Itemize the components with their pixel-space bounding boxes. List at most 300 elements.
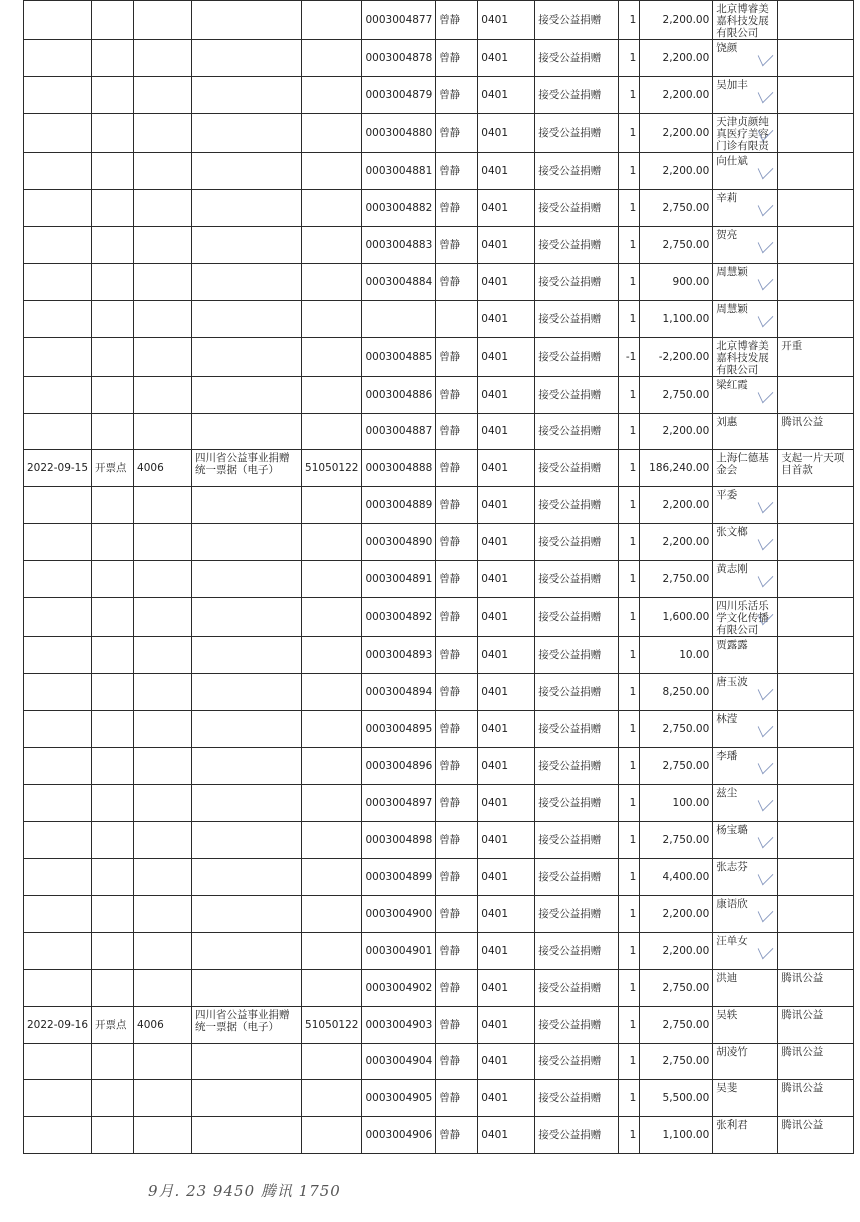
amount-cell: 2,200.00 — [640, 113, 713, 152]
payer-cell — [713, 598, 778, 637]
subject-cell: 接受公益捐赠 — [535, 784, 619, 821]
note-cell — [778, 637, 854, 674]
operator-cell: 曾静 — [436, 1043, 478, 1080]
project-code-cell: 0401 — [478, 113, 535, 152]
project-code-cell: 0401 — [478, 152, 535, 189]
payer-cell — [713, 152, 778, 189]
receipt-series-cell — [302, 524, 362, 561]
project-code-cell: 0401 — [478, 1006, 535, 1043]
note-cell — [778, 784, 854, 821]
date-cell — [24, 561, 92, 598]
receipt-series-cell — [302, 674, 362, 711]
project-code-cell: 0401 — [478, 76, 535, 113]
table-row — [24, 524, 854, 561]
receipt-number-cell: 0003004899 — [362, 858, 436, 895]
subject-cell: 接受公益捐赠 — [535, 1006, 619, 1043]
note-cell: 腾讯公益 — [778, 1006, 854, 1043]
subject-cell: 接受公益捐赠 — [535, 1, 619, 40]
operator-cell: 曾静 — [436, 1080, 478, 1117]
date-cell — [24, 711, 92, 748]
table-row — [24, 637, 854, 674]
date-cell — [24, 598, 92, 637]
receipt-series-cell — [302, 637, 362, 674]
receipt-series-cell — [302, 895, 362, 932]
issue-point-cell — [92, 784, 134, 821]
receipt-type-cell — [192, 152, 302, 189]
receipt-number-cell: 0003004902 — [362, 969, 436, 1006]
note-cell — [778, 152, 854, 189]
subject-cell: 接受公益捐赠 — [535, 969, 619, 1006]
code-cell — [134, 113, 192, 152]
receipt-series-cell — [302, 300, 362, 337]
payer-cell — [713, 969, 778, 1006]
date-cell — [24, 895, 92, 932]
date-cell — [24, 784, 92, 821]
amount-cell: 2,200.00 — [640, 413, 713, 450]
code-cell — [134, 784, 192, 821]
receipt-type-cell — [192, 113, 302, 152]
subject-cell: 接受公益捐赠 — [535, 450, 619, 487]
receipt-number-cell: 0003004901 — [362, 932, 436, 969]
code-cell — [134, 1043, 192, 1080]
note-cell — [778, 300, 854, 337]
amount-cell: 2,750.00 — [640, 561, 713, 598]
amount-cell: 2,750.00 — [640, 189, 713, 226]
issue-point-cell: 开票点 — [92, 1006, 134, 1043]
receipt-type-cell — [192, 263, 302, 300]
receipt-series-cell — [302, 969, 362, 1006]
quantity-cell: 1 — [619, 969, 640, 1006]
payer-name: 张志芬 — [716, 860, 748, 873]
receipt-series-cell — [302, 40, 362, 77]
payer-cell — [713, 1006, 778, 1043]
operator-cell: 曾静 — [436, 263, 478, 300]
issue-point-cell — [92, 637, 134, 674]
receipt-ledger-table — [23, 0, 854, 1154]
subject-cell: 接受公益捐赠 — [535, 113, 619, 152]
subject-cell: 接受公益捐赠 — [535, 674, 619, 711]
receipt-type-cell — [192, 748, 302, 785]
receipt-number-cell — [362, 300, 436, 337]
receipt-number-cell: 0003004886 — [362, 376, 436, 413]
project-code-cell: 0401 — [478, 300, 535, 337]
quantity-cell: 1 — [619, 226, 640, 263]
amount-cell: 2,750.00 — [640, 821, 713, 858]
receipt-series-cell — [302, 784, 362, 821]
subject-cell: 接受公益捐赠 — [535, 189, 619, 226]
project-code-cell: 0401 — [478, 637, 535, 674]
issue-point-cell — [92, 376, 134, 413]
quantity-cell: 1 — [619, 152, 640, 189]
issue-point-cell — [92, 1, 134, 40]
project-code-cell: 0401 — [478, 189, 535, 226]
issue-point-cell — [92, 858, 134, 895]
receipt-number-cell: 0003004891 — [362, 561, 436, 598]
date-cell — [24, 152, 92, 189]
receipt-number-cell: 0003004882 — [362, 189, 436, 226]
date-cell — [24, 189, 92, 226]
issue-point-cell — [92, 263, 134, 300]
payer-name: 吴加丰 — [716, 78, 748, 91]
date-cell — [24, 1117, 92, 1154]
receipt-series-cell — [302, 1043, 362, 1080]
quantity-cell: 1 — [619, 76, 640, 113]
payer-name: 黄志刚 — [716, 563, 748, 576]
project-code-cell: 0401 — [478, 711, 535, 748]
issue-point-cell — [92, 487, 134, 524]
payer-cell — [713, 711, 778, 748]
receipt-number-cell: 0003004890 — [362, 524, 436, 561]
receipt-type-cell — [192, 76, 302, 113]
receipt-type-cell — [192, 932, 302, 969]
quantity-cell: 1 — [619, 113, 640, 152]
amount-cell: 2,200.00 — [640, 76, 713, 113]
payer-name: 林滢 — [716, 713, 738, 726]
payer-cell — [713, 226, 778, 263]
project-code-cell: 0401 — [478, 337, 535, 376]
payer-cell — [713, 674, 778, 711]
table-row — [24, 76, 854, 113]
receipt-number-cell: 0003004889 — [362, 487, 436, 524]
receipt-number-cell: 0003004903 — [362, 1006, 436, 1043]
subject-cell: 接受公益捐赠 — [535, 748, 619, 785]
table-row — [24, 413, 854, 450]
receipt-type-cell — [192, 858, 302, 895]
payer-name: 北京博睿美嘉科技发展有限公司 — [716, 3, 769, 39]
receipt-number-cell: 0003004883 — [362, 226, 436, 263]
payer-cell — [713, 524, 778, 561]
amount-cell: 2,750.00 — [640, 969, 713, 1006]
project-code-cell: 0401 — [478, 561, 535, 598]
date-cell — [24, 821, 92, 858]
subject-cell: 接受公益捐赠 — [535, 226, 619, 263]
receipt-number-cell: 0003004893 — [362, 637, 436, 674]
date-cell — [24, 413, 92, 450]
table-row — [24, 674, 854, 711]
payer-name: 向仕斌 — [716, 154, 748, 167]
receipt-type-cell — [192, 226, 302, 263]
quantity-cell: 1 — [619, 487, 640, 524]
project-code-cell: 0401 — [478, 1, 535, 40]
receipt-number-cell: 0003004885 — [362, 337, 436, 376]
code-cell — [134, 748, 192, 785]
code-cell — [134, 152, 192, 189]
note-cell — [778, 561, 854, 598]
payer-name: 唐玉波 — [716, 676, 748, 689]
table-row — [24, 450, 854, 487]
table-row — [24, 337, 854, 376]
date-cell — [24, 487, 92, 524]
issue-point-cell: 开票点 — [92, 450, 134, 487]
quantity-cell: 1 — [619, 300, 640, 337]
subject-cell: 接受公益捐赠 — [535, 932, 619, 969]
code-cell — [134, 40, 192, 77]
receipt-type-cell — [192, 895, 302, 932]
note-cell — [778, 711, 854, 748]
payer-name: 张利君 — [716, 1119, 748, 1132]
subject-cell: 接受公益捐赠 — [535, 376, 619, 413]
table-row — [24, 711, 854, 748]
quantity-cell: 1 — [619, 1080, 640, 1117]
note-cell — [778, 40, 854, 77]
receipt-type-cell — [192, 337, 302, 376]
receipt-series-cell — [302, 337, 362, 376]
payer-cell — [713, 263, 778, 300]
amount-cell: 2,200.00 — [640, 932, 713, 969]
payer-name: 胡凌竹 — [716, 1045, 748, 1058]
project-code-cell: 0401 — [478, 1080, 535, 1117]
code-cell — [134, 337, 192, 376]
receipt-number-cell: 0003004887 — [362, 413, 436, 450]
receipt-series-cell — [302, 932, 362, 969]
operator-cell — [436, 300, 478, 337]
quantity-cell: 1 — [619, 598, 640, 637]
issue-point-cell — [92, 674, 134, 711]
issue-point-cell — [92, 226, 134, 263]
subject-cell: 接受公益捐赠 — [535, 337, 619, 376]
code-cell — [134, 524, 192, 561]
receipt-series-cell: 51050122 — [302, 450, 362, 487]
receipt-number-cell: 0003004881 — [362, 152, 436, 189]
amount-cell: 2,200.00 — [640, 487, 713, 524]
operator-cell: 曾静 — [436, 674, 478, 711]
payer-cell — [713, 1043, 778, 1080]
code-cell — [134, 1117, 192, 1154]
payer-cell — [713, 1117, 778, 1154]
operator-cell: 曾静 — [436, 450, 478, 487]
payer-cell — [713, 858, 778, 895]
payer-cell — [713, 1080, 778, 1117]
amount-cell: 10.00 — [640, 637, 713, 674]
receipt-number-cell: 0003004905 — [362, 1080, 436, 1117]
subject-cell: 接受公益捐赠 — [535, 76, 619, 113]
table-row — [24, 784, 854, 821]
note-cell: 腾讯公益 — [778, 1080, 854, 1117]
note-cell — [778, 524, 854, 561]
project-code-cell: 0401 — [478, 969, 535, 1006]
issue-point-cell — [92, 1080, 134, 1117]
payer-name: 杨宝璐 — [716, 823, 748, 836]
receipt-series-cell — [302, 748, 362, 785]
receipt-series-cell — [302, 113, 362, 152]
subject-cell: 接受公益捐赠 — [535, 524, 619, 561]
date-cell — [24, 40, 92, 77]
note-cell: 腾讯公益 — [778, 1043, 854, 1080]
quantity-cell: 1 — [619, 450, 640, 487]
code-cell — [134, 561, 192, 598]
table-row — [24, 376, 854, 413]
receipt-series-cell — [302, 1080, 362, 1117]
payer-name: 兹尘 — [716, 786, 738, 799]
code-cell — [134, 76, 192, 113]
subject-cell: 接受公益捐赠 — [535, 413, 619, 450]
subject-cell: 接受公益捐赠 — [535, 821, 619, 858]
table-row — [24, 226, 854, 263]
receipt-type-cell: 四川省公益事业捐赠统一票据（电子） — [192, 450, 302, 487]
operator-cell: 曾静 — [436, 113, 478, 152]
payer-name: 梁红霞 — [716, 378, 748, 391]
payer-name: 吴轶 — [716, 1008, 738, 1021]
amount-cell: 8,250.00 — [640, 674, 713, 711]
code-cell — [134, 969, 192, 1006]
subject-cell: 接受公益捐赠 — [535, 598, 619, 637]
note-cell — [778, 858, 854, 895]
quantity-cell: 1 — [619, 674, 640, 711]
date-cell — [24, 1043, 92, 1080]
quantity-cell: 1 — [619, 711, 640, 748]
subject-cell: 接受公益捐赠 — [535, 858, 619, 895]
receipt-number-cell: 0003004879 — [362, 76, 436, 113]
operator-cell: 曾静 — [436, 932, 478, 969]
operator-cell: 曾静 — [436, 1006, 478, 1043]
receipt-series-cell — [302, 226, 362, 263]
operator-cell: 曾静 — [436, 524, 478, 561]
project-code-cell: 0401 — [478, 226, 535, 263]
note-cell — [778, 487, 854, 524]
issue-point-cell — [92, 932, 134, 969]
quantity-cell: 1 — [619, 413, 640, 450]
receipt-type-cell — [192, 1043, 302, 1080]
issue-point-cell — [92, 711, 134, 748]
payer-cell — [713, 1, 778, 40]
project-code-cell: 0401 — [478, 1043, 535, 1080]
quantity-cell: -1 — [619, 337, 640, 376]
code-cell — [134, 376, 192, 413]
note-cell: 支起一片天项目首款 — [778, 450, 854, 487]
project-code-cell: 0401 — [478, 376, 535, 413]
code-cell — [134, 487, 192, 524]
operator-cell: 曾静 — [436, 376, 478, 413]
amount-cell: 2,200.00 — [640, 1, 713, 40]
payer-name: 四川乐活乐学文化传播有限公司 — [716, 600, 769, 637]
payer-name: 张文榔 — [716, 526, 748, 539]
receipt-type-cell — [192, 598, 302, 637]
receipt-type-cell — [192, 40, 302, 77]
amount-cell: -2,200.00 — [640, 337, 713, 376]
date-cell — [24, 674, 92, 711]
note-cell — [778, 821, 854, 858]
table-row — [24, 598, 854, 637]
quantity-cell: 1 — [619, 784, 640, 821]
quantity-cell: 1 — [619, 637, 640, 674]
payer-cell — [713, 637, 778, 674]
code-cell — [134, 637, 192, 674]
date-cell — [24, 376, 92, 413]
operator-cell: 曾静 — [436, 711, 478, 748]
note-cell — [778, 932, 854, 969]
issue-point-cell — [92, 337, 134, 376]
table-row — [24, 561, 854, 598]
quantity-cell: 1 — [619, 748, 640, 785]
note-cell — [778, 263, 854, 300]
amount-cell: 2,750.00 — [640, 226, 713, 263]
project-code-cell: 0401 — [478, 487, 535, 524]
operator-cell: 曾静 — [436, 598, 478, 637]
table-row — [24, 40, 854, 77]
quantity-cell: 1 — [619, 1006, 640, 1043]
quantity-cell: 1 — [619, 932, 640, 969]
project-code-cell: 0401 — [478, 413, 535, 450]
operator-cell: 曾静 — [436, 1, 478, 40]
date-cell — [24, 1, 92, 40]
subject-cell: 接受公益捐赠 — [535, 637, 619, 674]
operator-cell: 曾静 — [436, 858, 478, 895]
amount-cell: 2,200.00 — [640, 524, 713, 561]
receipt-type-cell — [192, 189, 302, 226]
subject-cell: 接受公益捐赠 — [535, 263, 619, 300]
receipt-series-cell — [302, 711, 362, 748]
code-cell: 4006 — [134, 1006, 192, 1043]
code-cell — [134, 598, 192, 637]
payer-cell — [713, 895, 778, 932]
amount-cell: 900.00 — [640, 263, 713, 300]
issue-point-cell — [92, 40, 134, 77]
note-cell — [778, 895, 854, 932]
table-row — [24, 263, 854, 300]
payer-name: 康语欣 — [716, 897, 748, 910]
note-cell: 开重 — [778, 337, 854, 376]
note-cell — [778, 1, 854, 40]
receipt-series-cell — [302, 413, 362, 450]
receipt-type-cell — [192, 784, 302, 821]
receipt-type-cell — [192, 674, 302, 711]
project-code-cell: 0401 — [478, 450, 535, 487]
payer-cell — [713, 450, 778, 487]
receipt-series-cell — [302, 561, 362, 598]
receipt-series-cell — [302, 821, 362, 858]
amount-cell: 2,200.00 — [640, 40, 713, 77]
payer-cell — [713, 337, 778, 376]
project-code-cell: 0401 — [478, 40, 535, 77]
payer-cell — [713, 561, 778, 598]
operator-cell: 曾静 — [436, 784, 478, 821]
issue-point-cell — [92, 113, 134, 152]
operator-cell: 曾静 — [436, 1117, 478, 1154]
payer-name: 汪单女 — [716, 934, 748, 947]
code-cell — [134, 674, 192, 711]
payer-cell — [713, 748, 778, 785]
date-cell — [24, 76, 92, 113]
issue-point-cell — [92, 76, 134, 113]
subject-cell: 接受公益捐赠 — [535, 1043, 619, 1080]
date-cell — [24, 969, 92, 1006]
payer-cell — [713, 40, 778, 77]
operator-cell: 曾静 — [436, 189, 478, 226]
code-cell — [134, 932, 192, 969]
project-code-cell: 0401 — [478, 821, 535, 858]
receipt-series-cell — [302, 858, 362, 895]
table-row — [24, 821, 854, 858]
subject-cell: 接受公益捐赠 — [535, 487, 619, 524]
payer-name: 平委 — [716, 489, 738, 502]
receipt-number-cell: 0003004894 — [362, 674, 436, 711]
project-code-cell: 0401 — [478, 932, 535, 969]
quantity-cell: 1 — [619, 40, 640, 77]
quantity-cell: 1 — [619, 821, 640, 858]
receipt-series-cell — [302, 376, 362, 413]
payer-name: 洪迪 — [716, 971, 738, 984]
note-cell — [778, 674, 854, 711]
payer-cell — [713, 376, 778, 413]
payer-cell — [713, 413, 778, 450]
code-cell — [134, 858, 192, 895]
code-cell — [134, 821, 192, 858]
issue-point-cell — [92, 561, 134, 598]
code-cell — [134, 1, 192, 40]
table-row — [24, 189, 854, 226]
receipt-type-cell — [192, 637, 302, 674]
subject-cell: 接受公益捐赠 — [535, 1117, 619, 1154]
